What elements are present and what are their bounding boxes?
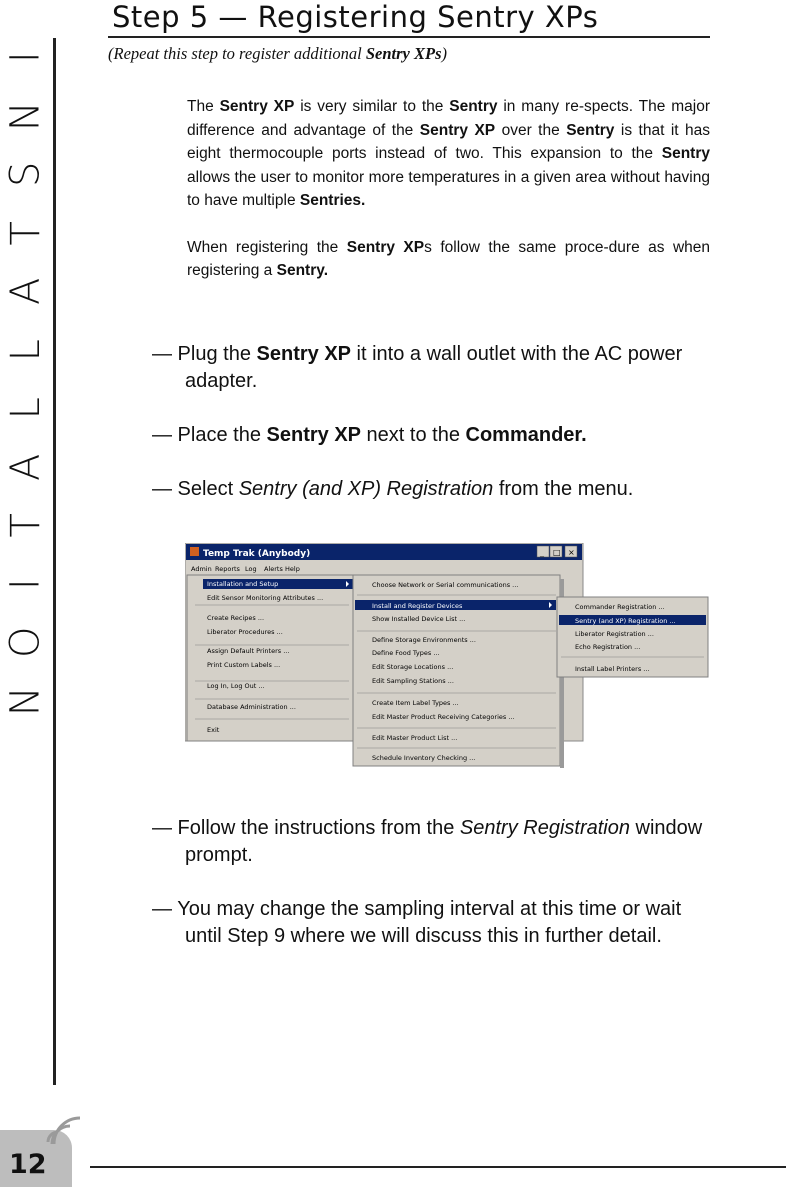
text-run: Sentry (and XP) Registration bbox=[238, 478, 494, 500]
title-underline bbox=[108, 36, 710, 38]
text-run: over the bbox=[495, 121, 567, 139]
installation-submenu-item[interactable]: Edit Master Product Receiving Categories ... bbox=[372, 713, 515, 721]
signal-waves-icon bbox=[40, 1112, 80, 1152]
text-run: The bbox=[187, 98, 220, 115]
step-item bbox=[152, 422, 712, 449]
installation-submenu-item[interactable]: Schedule Inventory Checking ... bbox=[372, 754, 476, 762]
installation-submenu-item[interactable]: Show Installed Device List ... bbox=[372, 615, 466, 623]
installation-submenu-item[interactable]: Define Storage Environments ... bbox=[372, 636, 476, 644]
text-run: in many re-spects. The major difference and advantage of the bbox=[187, 98, 711, 139]
installation-submenu-item[interactable]: Create Item Label Types ... bbox=[372, 699, 459, 707]
sidebar-letter: I bbox=[2, 51, 49, 64]
window-controls bbox=[537, 546, 577, 557]
svg-text:_: _ bbox=[540, 548, 544, 557]
installation-submenu-item[interactable]: Edit Master Product List ... bbox=[372, 734, 458, 742]
text-run: — Follow the instructions from the bbox=[152, 817, 460, 839]
installation-submenu-item[interactable]: Install and Register Devices bbox=[372, 602, 463, 610]
window-title: Temp Trak (Anybody) bbox=[203, 549, 311, 559]
text-run: — Plug the bbox=[152, 343, 257, 365]
sidebar-letter: N bbox=[2, 685, 49, 716]
sidebar-letter: O bbox=[2, 626, 49, 658]
menu-screenshot bbox=[185, 543, 710, 768]
admin-menu-item[interactable]: Assign Default Printers ... bbox=[207, 647, 290, 655]
text-run: is very similar to the bbox=[294, 98, 450, 115]
text-run: next to the bbox=[361, 424, 466, 446]
sidebar-letter: L bbox=[2, 338, 49, 361]
text-run: Sentry XP bbox=[256, 343, 351, 365]
register-devices-submenu-item[interactable]: Commander Registration ... bbox=[575, 603, 665, 611]
intro-block bbox=[187, 95, 710, 306]
menubar-item[interactable]: Alerts bbox=[264, 565, 283, 573]
step-item bbox=[152, 341, 712, 395]
installation-submenu-item[interactable]: Edit Storage Locations ... bbox=[372, 663, 454, 671]
text-run: from the menu. bbox=[493, 478, 634, 500]
text-run: Sentry bbox=[566, 121, 615, 139]
text-run: Sentries. bbox=[299, 192, 366, 209]
register-devices-submenu-item[interactable]: Echo Registration ... bbox=[575, 643, 641, 651]
text-run: Sentry XP bbox=[266, 424, 361, 446]
register-devices-submenu-item[interactable]: Liberator Registration ... bbox=[575, 630, 654, 638]
app-icon bbox=[190, 547, 199, 556]
step-item bbox=[152, 896, 712, 950]
register-devices-submenu-item[interactable]: Install Label Printers ... bbox=[575, 665, 650, 673]
admin-menu-item[interactable]: Edit Sensor Monitoring Attributes ... bbox=[207, 594, 324, 602]
text-run: allows the user to monitor more temperatures in a given area without having to have multiple bbox=[187, 168, 710, 209]
text-run: When registering the bbox=[187, 238, 347, 256]
text-run: — Select bbox=[152, 478, 239, 500]
admin-menu-item[interactable]: Installation and Setup bbox=[207, 580, 279, 588]
installation-submenu-item[interactable]: Define Food Types ... bbox=[372, 649, 440, 657]
register-devices-submenu-item[interactable]: Sentry (and XP) Registration ... bbox=[575, 617, 676, 625]
sidebar-letter: S bbox=[2, 161, 49, 187]
intro-paragraph-1 bbox=[187, 95, 710, 213]
menubar-item[interactable]: Log bbox=[245, 565, 257, 573]
page-title: Step 5 — Registering Sentry XPs bbox=[112, 0, 599, 34]
step-item bbox=[152, 815, 712, 869]
text-run: it into a wall outlet with the AC power adapter. bbox=[185, 343, 683, 392]
text-run: — You may change the sampling interval at this time or wait until Step 9 where we will discuss this in further detail. bbox=[152, 898, 682, 947]
text-run: Sentry XP bbox=[346, 238, 425, 256]
steps-list-bottom bbox=[152, 815, 712, 977]
text-run: Sentry bbox=[449, 98, 498, 115]
admin-menu-item[interactable]: Print Custom Labels ... bbox=[207, 661, 281, 669]
admin-menu-item[interactable]: Liberator Procedures ... bbox=[207, 628, 283, 636]
sidebar-letter: I bbox=[2, 577, 49, 590]
sidebar-letter: A bbox=[2, 453, 49, 481]
page-number: 12 bbox=[9, 1149, 47, 1180]
text-run: Commander. bbox=[465, 424, 587, 446]
text-run: Sentry Registration bbox=[459, 817, 630, 839]
text-run: is that it has eight thermocouple ports instead of two. This expansion to the bbox=[187, 121, 711, 162]
sidebar-letter: T bbox=[2, 220, 49, 245]
svg-text:×: × bbox=[568, 548, 575, 557]
sidebar-rule bbox=[53, 38, 56, 1085]
menubar-item[interactable]: Reports bbox=[215, 565, 240, 573]
sidebar-letter: T bbox=[2, 513, 49, 538]
sidebar-section-label bbox=[2, 28, 49, 730]
admin-menu-item[interactable]: Log In, Log Out ... bbox=[207, 682, 265, 690]
installation-submenu-item[interactable]: Choose Network or Serial communications ... bbox=[372, 581, 519, 589]
text-run: Sentry bbox=[661, 145, 710, 162]
menubar-item[interactable]: Admin bbox=[191, 565, 212, 573]
installation-submenu-item[interactable]: Edit Sampling Stations ... bbox=[372, 677, 454, 685]
text-run: Sentry. bbox=[276, 262, 329, 279]
footer-rule bbox=[90, 1166, 786, 1168]
steps-list-top bbox=[152, 341, 712, 530]
sidebar-letter: A bbox=[2, 277, 49, 305]
admin-menu-item[interactable]: Create Recipes ... bbox=[207, 614, 265, 622]
admin-menu-item[interactable]: Database Administration ... bbox=[207, 703, 296, 711]
text-run: Sentry XP bbox=[419, 121, 496, 139]
text-run: window prompt. bbox=[185, 817, 703, 866]
svg-text:□: □ bbox=[553, 548, 561, 557]
step-item bbox=[152, 476, 712, 503]
page-subtitle: (Repeat this step to register additional Sentry XPs) bbox=[108, 44, 448, 63]
intro-paragraph-2 bbox=[187, 236, 710, 283]
menubar-item[interactable]: Help bbox=[285, 565, 300, 573]
sidebar-letter: N bbox=[2, 100, 49, 131]
admin-menu-item[interactable]: Exit bbox=[207, 726, 220, 734]
sidebar-letter: L bbox=[2, 397, 49, 420]
text-run: — Place the bbox=[152, 424, 267, 446]
text-run: s follow the same proce-dure as when registering a bbox=[187, 238, 710, 279]
text-run: Sentry XP bbox=[219, 98, 295, 115]
